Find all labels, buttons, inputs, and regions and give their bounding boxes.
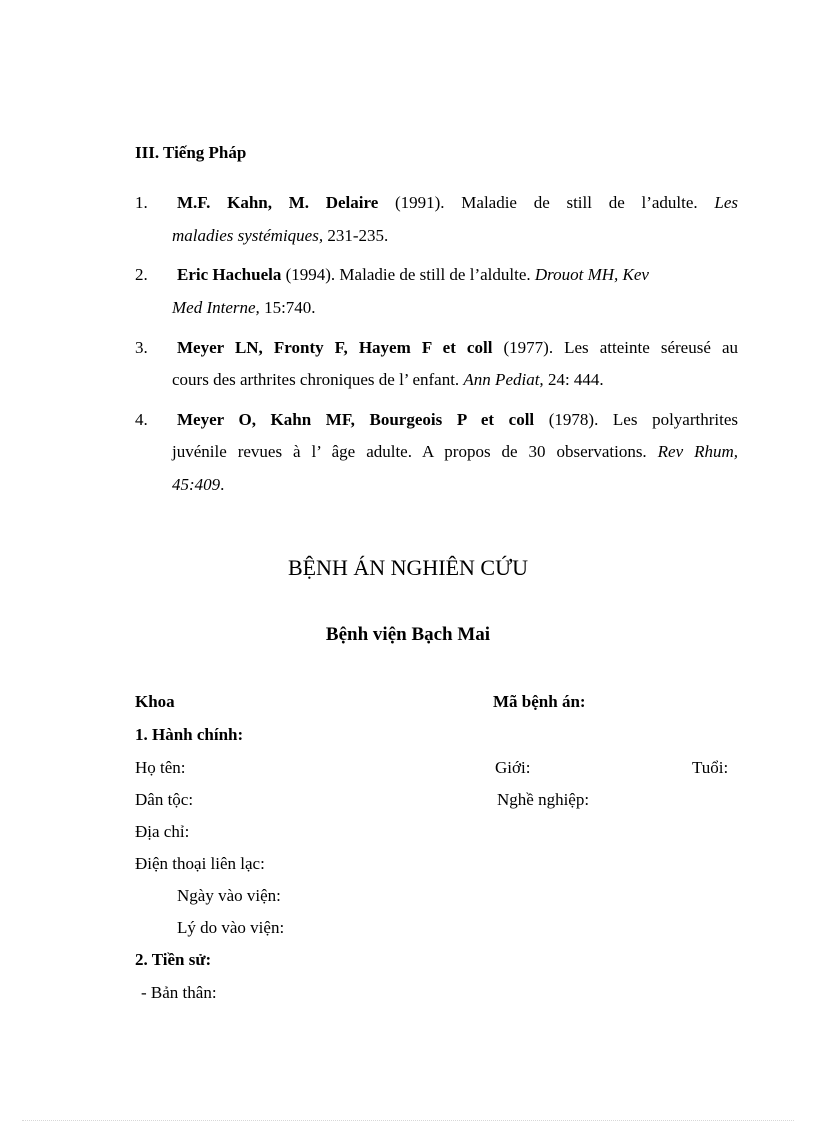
dien-thoai-label: Điện thoại liên lạc:	[135, 854, 265, 873]
gioi-label: Giới:	[495, 758, 531, 777]
reference-line	[172, 225, 388, 247]
reference-authors: Meyer O, Kahn MF, Bourgeois P et coll	[177, 410, 535, 429]
reference-source: Drouot MH, Kev	[534, 265, 649, 284]
reference-source: maladies systémiques,	[172, 226, 324, 245]
page-bottom-rule	[22, 1120, 794, 1121]
khoa-label: Khoa	[135, 692, 175, 711]
reference-line	[172, 297, 316, 319]
reference-source: Rev Rhum,	[657, 442, 739, 461]
reference-text: (1991). Maladie de still de l’adulte.	[378, 193, 715, 212]
ma-benh-an-label: Mã bệnh án:	[493, 692, 586, 711]
reference-pages: 24: 444.	[543, 370, 604, 389]
reference-pages: 231-235.	[323, 226, 389, 245]
reference-authors: M.F. Kahn, M. Delaire	[177, 193, 379, 212]
form-subtitle: Bệnh viện Bạch Mai	[325, 624, 491, 645]
reference-line	[177, 409, 738, 431]
reference-line	[177, 192, 738, 214]
reference-pages: 15:740.	[259, 298, 316, 317]
section-hanh-chinh: 1. Hành chính:	[135, 725, 244, 744]
reference-text: (1994). Maladie de still de l’aldulte.	[281, 265, 535, 284]
reference-line	[172, 369, 604, 391]
section-heading: III. Tiếng Pháp	[135, 143, 247, 162]
dan-toc-label: Dân tộc:	[135, 790, 194, 809]
tuoi-label: Tuổi:	[692, 758, 729, 777]
reference-source: Ann Pediat,	[463, 370, 544, 389]
reference-line	[177, 337, 738, 359]
reference-line	[177, 264, 649, 286]
reference-text: (1978). Les polyarthrites	[534, 410, 738, 429]
reference-line	[172, 441, 738, 463]
reference-source: Med Interne,	[172, 298, 260, 317]
reference-number: 4.	[135, 410, 148, 429]
nghe-nghiep-label: Nghề nghiệp:	[497, 790, 590, 809]
reference-number: 3.	[135, 338, 148, 357]
reference-authors: Eric Hachuela	[177, 265, 282, 284]
reference-pages: 45:409	[172, 475, 221, 494]
ly-do-vao-vien-label: Lý do vào viện:	[177, 918, 285, 937]
form-title: BỆNH ÁN NGHIÊN CỨU	[287, 555, 529, 580]
reference-text: cours des arthrites chroniques de l’ enfant.	[172, 370, 464, 389]
reference-text: juvénile revues à l’ âge adulte. A propos de 30 observations.	[172, 442, 658, 461]
ngay-vao-vien-label: Ngày vào viện:	[177, 886, 281, 905]
ho-ten-label: Họ tên:	[135, 758, 186, 777]
reference-number: 2.	[135, 265, 148, 284]
section-tien-su: 2. Tiền sử:	[135, 950, 212, 969]
ban-than-label: - Bản thân:	[141, 983, 217, 1002]
reference-source: Les	[714, 193, 738, 212]
dia-chi-label: Địa chỉ:	[135, 822, 190, 841]
reference-authors: Meyer LN, Fronty F, Hayem F et coll	[177, 338, 493, 357]
reference-line	[172, 474, 224, 496]
reference-text: (1977). Les atteinte séreusé au	[492, 338, 738, 357]
reference-number: 1.	[135, 193, 148, 212]
reference-text: .	[220, 475, 225, 494]
